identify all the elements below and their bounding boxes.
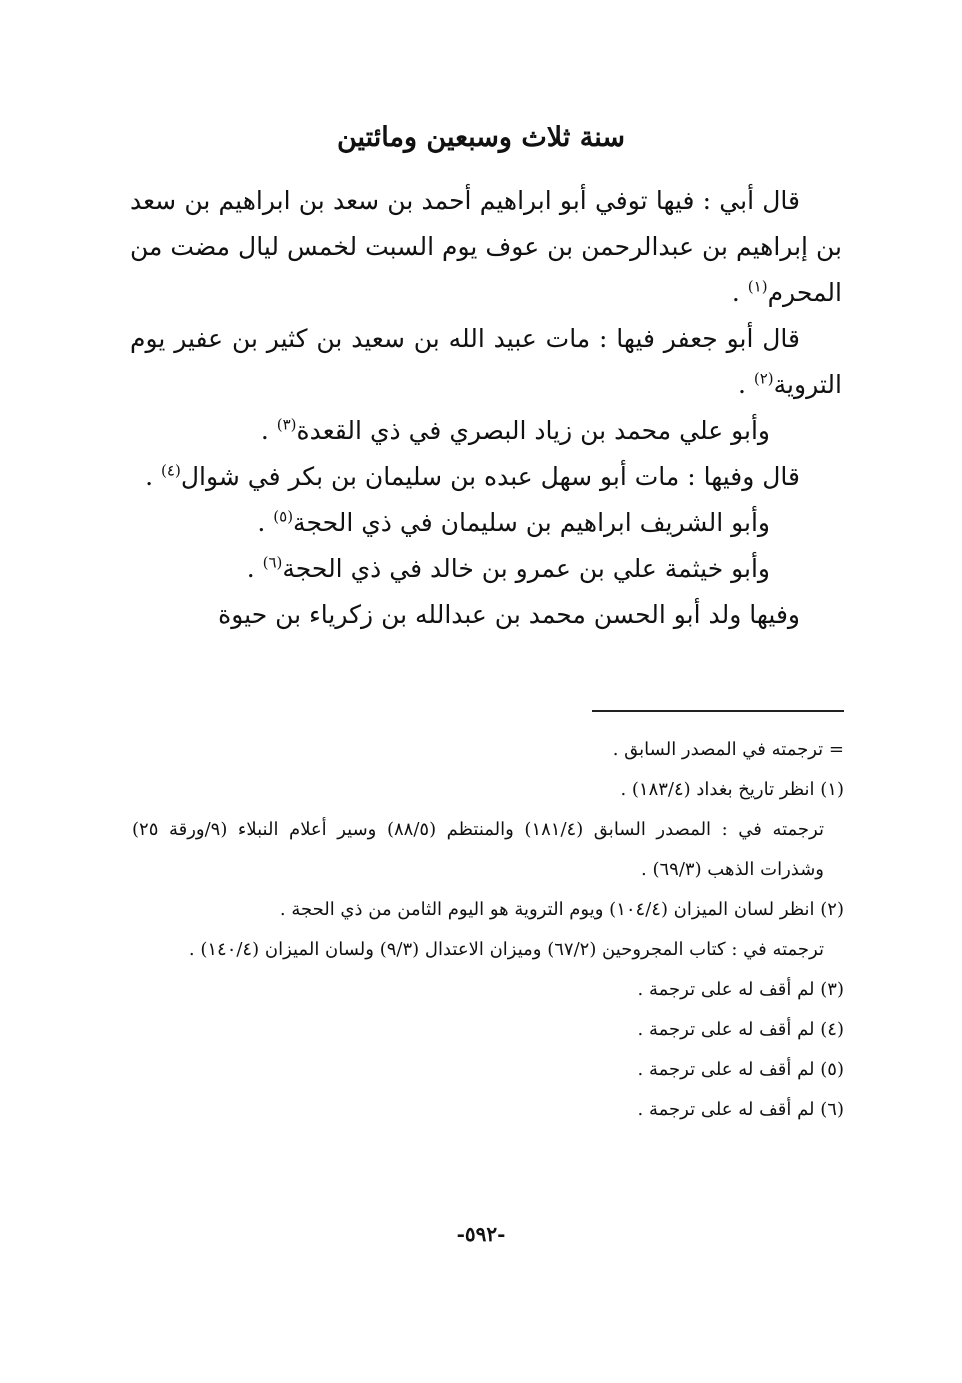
page-number: -٥٩٢- (456, 1222, 506, 1246)
paragraph-text: قال أبي : فيها توفي أبو ابراهيم أحمد بن سعد بن ابراهيم بن سعد بن إبراهيم بن عبدالرحمن بن عوف يوم السبت لخمس ليال مضت من المحرم (130, 186, 842, 307)
footnote-1: (١) انظر تاريخ بغداد (١٨٣/٤) . (620, 779, 844, 800)
paragraph-text: وأبو علي محمد بن زياد البصري في ذي القعدة (296, 416, 770, 445)
paragraph-tail: . (731, 278, 748, 307)
paragraph-tail: . (257, 508, 274, 537)
footnote-4: (٤) لم أقف له على ترجمة . (637, 1019, 844, 1040)
paragraph-text: وأبو خيثمة علي بن عمرو بن خالد في ذي الحجة (282, 554, 770, 583)
paragraph-2 (130, 316, 842, 408)
paragraph-text: قال وفيها : مات أبو سهل عبده بن سليمان بن بكر في شوال (180, 462, 800, 491)
paragraph-text: وفيها ولد أبو الحسن محمد بن عبدالله بن زكرياء بن حيوة (218, 600, 800, 629)
paragraph-4 (130, 454, 842, 500)
footnote-2: (٢) انظر لسان الميزان (١٠٤/٤) ويوم التروية هو اليوم الثامن من ذي الحجة . (279, 899, 844, 920)
paragraph-5 (130, 500, 842, 546)
footnote-5: (٥) لم أقف له على ترجمة . (637, 1059, 844, 1080)
paragraph-7 (130, 592, 842, 638)
section-title: سنة ثلاث وسبعين ومائتين (336, 122, 626, 153)
footnote-6: (٦) لم أقف له على ترجمة . (637, 1099, 844, 1120)
footnotes (132, 730, 844, 1130)
paragraph-1 (130, 178, 842, 316)
footnote-marker: (٤) (161, 461, 181, 480)
paragraph-tail: . (260, 416, 277, 445)
paragraph-6 (130, 546, 842, 592)
footnote-1-detail: ترجمته في : المصدر السابق (١٨١/٤) والمنتظم (٨٨/٥) وسير أعلام النبلاء (٩/ورقة ٢٥) وشذرات الذهب (٦٩/٣) . (132, 819, 824, 880)
footnote-separator (592, 710, 844, 712)
paragraph-3 (130, 408, 842, 454)
footnote-marker: (٢) (753, 369, 774, 388)
footnote-continuation: = ترجمته في المصدر السابق . (612, 739, 844, 760)
paragraph-tail: . (145, 462, 162, 491)
footnote-marker: (٥) (273, 507, 294, 526)
footnote-2-detail: ترجمته في : كتاب المجروحين (٦٧/٢) وميزان الاعتدال (٩/٣) ولسان الميزان (١٤٠/٤) . (188, 939, 824, 960)
footnote-marker: (٣) (276, 415, 297, 434)
paragraph-text: قال أبو جعفر فيها : مات عبيد الله بن سعيد بن كثير بن عفير يوم التروية (130, 324, 842, 399)
footnote-3: (٣) لم أقف له على ترجمة . (637, 979, 844, 1000)
footnote-marker: (٦) (262, 553, 283, 572)
paragraph-tail: . (246, 554, 263, 583)
footnote-marker: (١) (747, 277, 768, 296)
paragraph-tail: . (737, 370, 754, 399)
main-text (130, 178, 842, 638)
paragraph-text: وأبو الشريف ابراهيم بن سليمان في ذي الحجة (293, 508, 770, 537)
